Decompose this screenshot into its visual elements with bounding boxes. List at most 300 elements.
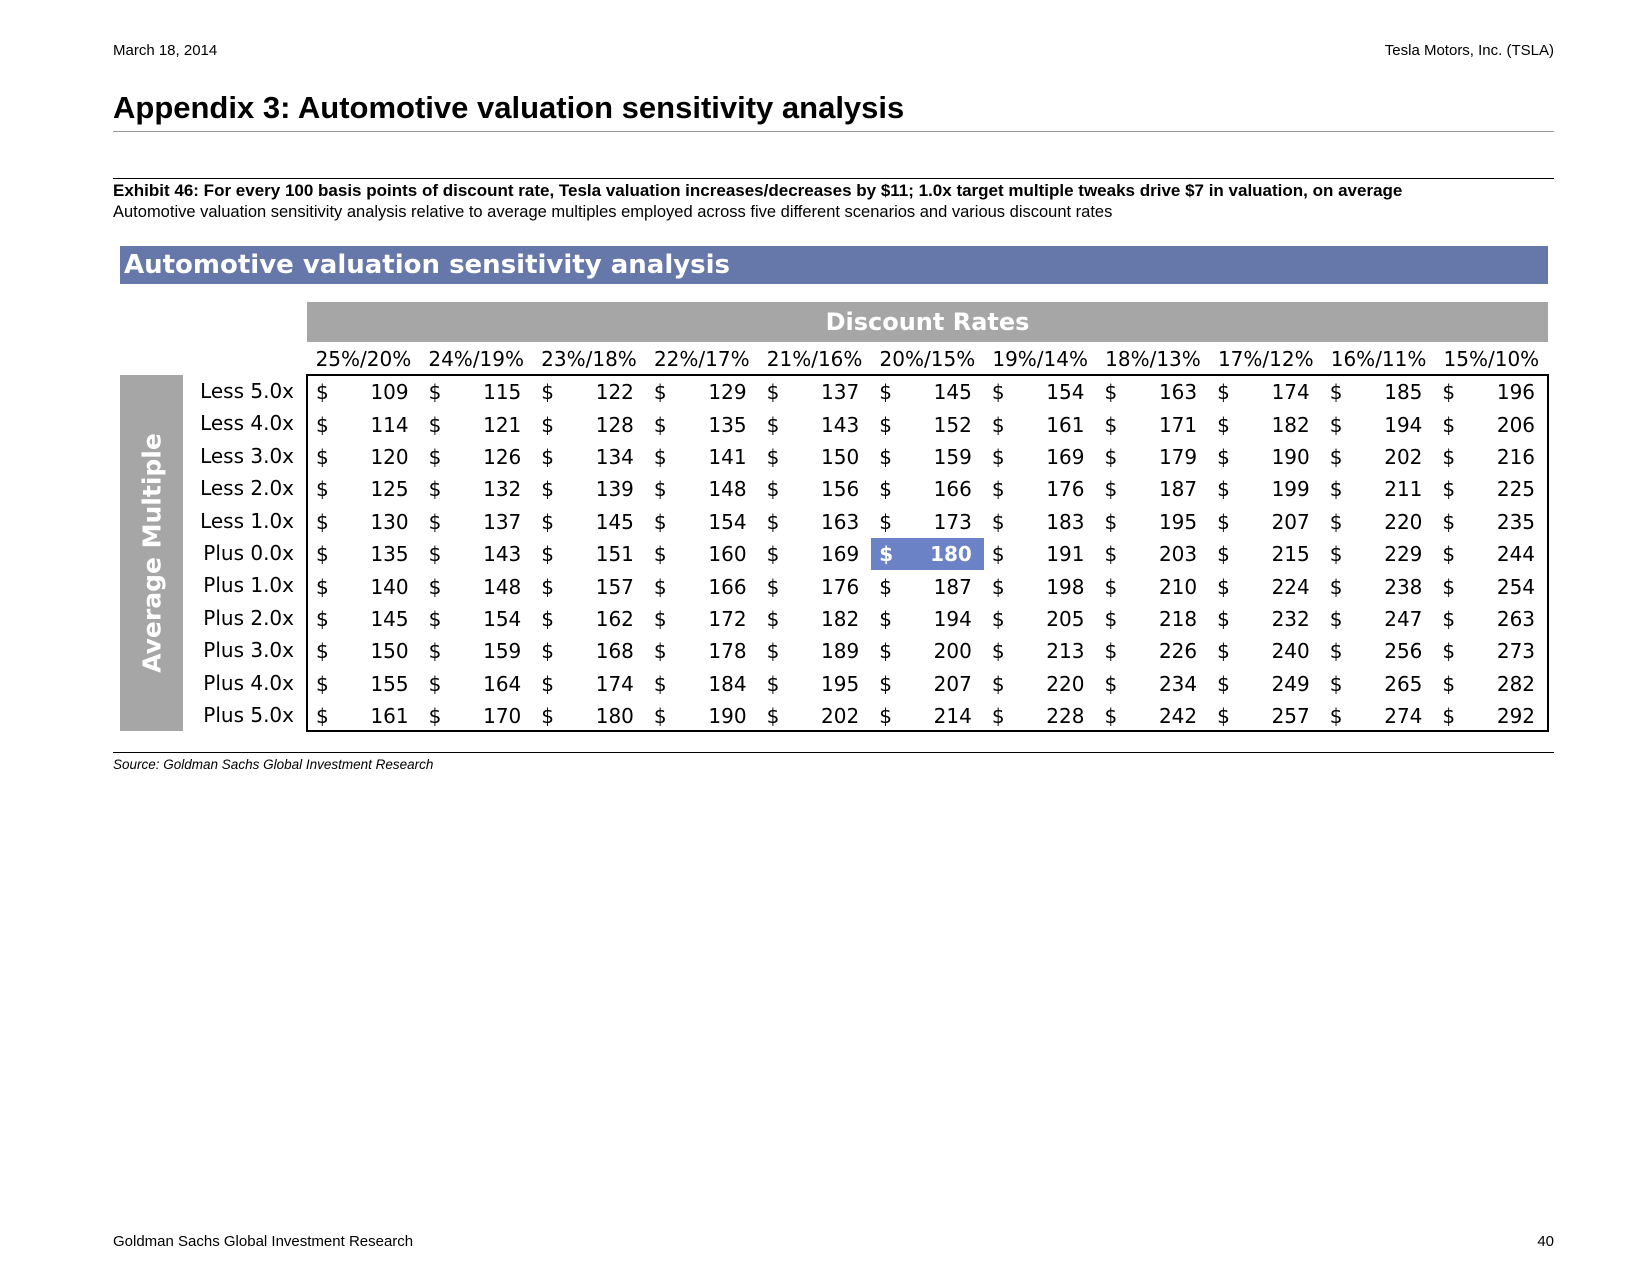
- table-cell: [759, 603, 872, 635]
- table-cell: [646, 635, 759, 667]
- source-note: Source: Goldman Sachs Global Investment Research: [113, 757, 434, 772]
- cell-value: 244: [1496, 542, 1536, 567]
- currency-symbol: $: [653, 671, 667, 696]
- table-cell: [308, 700, 421, 732]
- currency-symbol: $: [1442, 574, 1456, 599]
- table-cell: [646, 538, 759, 570]
- table-cell: [646, 668, 759, 700]
- cell-value: 148: [708, 477, 747, 502]
- table-cell: [533, 700, 646, 732]
- table-cell: [646, 506, 759, 538]
- table-cell: [759, 538, 872, 570]
- table-cell: [646, 473, 759, 505]
- currency-symbol: $: [1104, 606, 1118, 631]
- table-cell: [646, 441, 759, 473]
- table-cell: [1322, 473, 1435, 505]
- table-cell: [871, 506, 984, 538]
- cell-value: 282: [1496, 671, 1536, 696]
- cell-value: 234: [1158, 671, 1198, 696]
- cell-value: 224: [1271, 574, 1310, 599]
- table-cell: [984, 376, 1097, 408]
- cell-value: 162: [595, 606, 634, 631]
- cell-value: 154: [1046, 380, 1085, 405]
- cell-value: 225: [1496, 477, 1536, 502]
- table-cell: [984, 570, 1097, 602]
- cell-value: 128: [595, 412, 634, 437]
- cell-value: 196: [1496, 380, 1536, 405]
- currency-symbol: $: [653, 380, 667, 405]
- cell-value: 166: [708, 574, 747, 599]
- cell-value: 120: [370, 444, 409, 469]
- exhibit-title: Exhibit 46: For every 100 basis points of discount rate, Tesla valuation increases/decreases by $11; 1.0x target multiple tweaks drive $7 in valuation, on average: [113, 181, 1403, 200]
- currency-symbol: $: [1442, 639, 1456, 664]
- table-cell: [1209, 506, 1322, 538]
- currency-symbol: $: [1329, 704, 1343, 729]
- currency-symbol: $: [766, 444, 780, 469]
- column-header: 20%/15%: [879, 347, 976, 371]
- cell-value: 226: [1158, 639, 1198, 664]
- cell-value: 213: [1046, 639, 1085, 664]
- table-cell: [1209, 668, 1322, 700]
- table-cell: [871, 408, 984, 440]
- currency-symbol: $: [541, 509, 555, 534]
- table-cell: [308, 635, 421, 667]
- table-cell: [421, 700, 534, 732]
- cell-value: 216: [1496, 444, 1536, 469]
- currency-symbol: $: [879, 639, 892, 664]
- currency-symbol: $: [316, 412, 329, 437]
- currency-symbol: $: [879, 509, 892, 534]
- cell-value: 214: [933, 704, 972, 729]
- cell-value: 170: [483, 704, 522, 729]
- cell-value: 205: [1046, 606, 1085, 631]
- cell-value: 206: [1496, 412, 1536, 437]
- currency-symbol: $: [1442, 606, 1456, 631]
- sensitivity-grid: [306, 374, 1549, 732]
- footer-publisher: Goldman Sachs Global Investment Research: [113, 1233, 414, 1250]
- cell-value: 178: [708, 639, 747, 664]
- cell-value: 137: [483, 509, 522, 534]
- table-cell: [871, 376, 984, 408]
- discount-rates-header: Discount Rates: [307, 302, 1548, 342]
- table-cell: [1209, 441, 1322, 473]
- currency-symbol: $: [541, 671, 555, 696]
- column-header: 19%/14%: [992, 347, 1088, 371]
- cell-value: 150: [370, 639, 409, 664]
- table-cell: [1209, 408, 1322, 440]
- currency-symbol: $: [879, 477, 892, 502]
- cell-value: 235: [1496, 509, 1536, 534]
- table-row: [308, 506, 1547, 538]
- table-cell: [1209, 570, 1322, 602]
- cell-value: 184: [708, 671, 747, 696]
- table-cell: [646, 700, 759, 732]
- cell-value: 203: [1158, 542, 1198, 567]
- table-row: [308, 376, 1547, 408]
- cell-value: 176: [1046, 477, 1085, 502]
- currency-symbol: $: [541, 574, 555, 599]
- currency-symbol: $: [1217, 412, 1230, 437]
- cell-value: 174: [595, 671, 634, 696]
- row-label: Plus 4.0x: [203, 670, 294, 695]
- cell-value: 229: [1384, 542, 1423, 567]
- cell-value: 242: [1158, 704, 1198, 729]
- currency-symbol: $: [653, 477, 667, 502]
- highlighted-cell: [871, 538, 984, 570]
- currency-symbol: $: [1104, 639, 1118, 664]
- page-number: 40: [1537, 1233, 1554, 1250]
- row-label: Less 2.0x: [200, 476, 294, 501]
- table-cell: [871, 570, 984, 602]
- grid-rows: [308, 376, 1547, 732]
- cell-value: 194: [933, 606, 972, 631]
- table-cell: [1209, 700, 1322, 732]
- table-cell: [1322, 441, 1435, 473]
- currency-symbol: $: [766, 412, 780, 437]
- table-cell: [308, 668, 421, 700]
- table-cell: [1096, 668, 1209, 700]
- currency-symbol: $: [1217, 574, 1230, 599]
- table-cell: [1322, 700, 1435, 732]
- currency-symbol: $: [1104, 477, 1118, 502]
- currency-symbol: $: [766, 606, 780, 631]
- currency-symbol: $: [879, 606, 892, 631]
- table-cell: [1322, 603, 1435, 635]
- column-header: 24%/19%: [428, 347, 525, 371]
- currency-symbol: $: [541, 477, 555, 502]
- currency-symbol: $: [766, 380, 780, 405]
- currency-symbol: $: [1329, 639, 1343, 664]
- currency-symbol: $: [541, 412, 555, 437]
- table-cell: [1434, 473, 1547, 505]
- currency-symbol: $: [1329, 412, 1343, 437]
- table-cell: [1096, 538, 1209, 570]
- table-cell: [421, 506, 534, 538]
- row-label: Less 3.0x: [200, 443, 294, 468]
- currency-symbol: $: [428, 380, 442, 405]
- cell-value: 122: [595, 380, 634, 405]
- cell-value: 202: [821, 704, 860, 729]
- table-cell: [421, 441, 534, 473]
- currency-symbol: $: [1442, 542, 1456, 567]
- cell-value: 137: [821, 380, 860, 405]
- cell-value: 163: [1158, 380, 1198, 405]
- currency-symbol: $: [879, 380, 892, 405]
- exhibit-subtitle: Automotive valuation sensitivity analysis relative to average multiples employed across five different scenarios and various discount rates: [113, 203, 1113, 221]
- cell-value: 189: [821, 639, 860, 664]
- table-cell: [759, 408, 872, 440]
- currency-symbol: $: [1217, 639, 1230, 664]
- cell-value: 187: [933, 574, 972, 599]
- table-cell: [308, 408, 421, 440]
- table-cell: [1434, 668, 1547, 700]
- cell-value: 179: [1158, 444, 1198, 469]
- table-cell: [1434, 570, 1547, 602]
- currency-symbol: $: [428, 639, 442, 664]
- table-cell: [1322, 635, 1435, 667]
- table-cell: [984, 603, 1097, 635]
- table-cell: [646, 570, 759, 602]
- cell-value: 292: [1496, 704, 1536, 729]
- table-cell: [308, 376, 421, 408]
- table-cell: [759, 376, 872, 408]
- cell-value: 215: [1271, 542, 1310, 567]
- table-cell: [533, 668, 646, 700]
- currency-symbol: $: [541, 380, 555, 405]
- page-title: Appendix 3: Automotive valuation sensitivity analysis: [113, 90, 905, 125]
- table-cell: [871, 441, 984, 473]
- currency-symbol: $: [1104, 444, 1118, 469]
- table-cell: [1434, 408, 1547, 440]
- cell-value: 254: [1496, 574, 1536, 599]
- table-cell: [984, 538, 1097, 570]
- currency-symbol: $: [1329, 477, 1343, 502]
- cell-value: 135: [708, 412, 747, 437]
- row-label: Plus 5.0x: [203, 702, 294, 727]
- cell-value: 207: [1271, 509, 1310, 534]
- table-cell: [871, 473, 984, 505]
- currency-symbol: $: [316, 671, 329, 696]
- currency-symbol: $: [1442, 444, 1456, 469]
- cell-value: 182: [821, 606, 860, 631]
- table-cell: [533, 538, 646, 570]
- table-cell: [421, 376, 534, 408]
- table-cell: [1322, 538, 1435, 570]
- currency-symbol: $: [879, 412, 892, 437]
- currency-symbol: $: [653, 444, 667, 469]
- column-header: 17%/12%: [1217, 347, 1314, 371]
- table-row: [308, 473, 1547, 505]
- column-header: 16%/11%: [1330, 347, 1427, 371]
- row-label: Plus 1.0x: [203, 573, 294, 598]
- cell-value: 273: [1496, 639, 1536, 664]
- currency-symbol: $: [1329, 509, 1343, 534]
- table-cell: [308, 570, 421, 602]
- cell-value: 195: [1158, 509, 1198, 534]
- currency-symbol: $: [1217, 380, 1230, 405]
- column-header: 23%/18%: [541, 347, 637, 371]
- exhibit-divider: [113, 178, 1554, 179]
- cell-value: 187: [1158, 477, 1198, 502]
- currency-symbol: $: [428, 704, 442, 729]
- currency-symbol: $: [991, 477, 1005, 502]
- cell-value: 200: [933, 639, 972, 664]
- currency-symbol: $: [1329, 380, 1343, 405]
- currency-symbol: $: [766, 671, 780, 696]
- cell-value: 265: [1384, 671, 1423, 696]
- cell-value: 166: [933, 477, 972, 502]
- currency-symbol: $: [991, 639, 1005, 664]
- row-label: Less 1.0x: [200, 508, 294, 533]
- table-row: [308, 603, 1547, 635]
- cell-value: 257: [1271, 704, 1310, 729]
- cell-value: 148: [483, 574, 522, 599]
- table-cell: [1096, 635, 1209, 667]
- table-cell: [984, 506, 1097, 538]
- table-cell: [759, 441, 872, 473]
- currency-symbol: $: [1442, 412, 1456, 437]
- cell-value: 159: [483, 639, 522, 664]
- table-row: [308, 408, 1547, 440]
- currency-symbol: $: [1442, 704, 1456, 729]
- cell-value: 207: [933, 671, 972, 696]
- currency-symbol: $: [653, 509, 667, 534]
- report-date: March 18, 2014: [113, 42, 218, 59]
- cell-value: 126: [483, 444, 522, 469]
- cell-value: 161: [370, 704, 409, 729]
- cell-value: 199: [1271, 477, 1310, 502]
- currency-symbol: $: [428, 477, 442, 502]
- table-cell: [871, 668, 984, 700]
- title-divider: [113, 131, 1554, 132]
- table-cell: [1209, 538, 1322, 570]
- currency-symbol: $: [316, 704, 329, 729]
- currency-symbol: $: [991, 542, 1005, 567]
- table-cell: [1096, 473, 1209, 505]
- table-cell: [533, 441, 646, 473]
- currency-symbol: $: [1329, 574, 1343, 599]
- cell-value: 202: [1384, 444, 1423, 469]
- average-multiple-band: [120, 375, 183, 731]
- currency-symbol: $: [1104, 574, 1118, 599]
- cell-value: 160: [708, 542, 747, 567]
- currency-symbol: $: [653, 542, 667, 567]
- table-row: [308, 441, 1547, 473]
- row-label: Less 4.0x: [200, 411, 294, 436]
- table-cell: [759, 506, 872, 538]
- cell-value: 143: [483, 542, 522, 567]
- cell-value: 134: [595, 444, 634, 469]
- cell-value: 171: [1158, 412, 1198, 437]
- table-cell: [421, 668, 534, 700]
- cell-value: 198: [1046, 574, 1085, 599]
- table-cell: [759, 700, 872, 732]
- currency-symbol: $: [766, 542, 780, 567]
- table-cell: [421, 408, 534, 440]
- currency-symbol: $: [1442, 477, 1456, 502]
- currency-symbol: $: [1217, 704, 1230, 729]
- table-cell: [1322, 506, 1435, 538]
- table-cell: [1434, 635, 1547, 667]
- cell-value: 195: [821, 671, 860, 696]
- currency-symbol: $: [428, 509, 442, 534]
- cell-value: 220: [1046, 671, 1085, 696]
- cell-value: 240: [1271, 639, 1310, 664]
- currency-symbol: $: [1442, 671, 1456, 696]
- source-divider: [113, 752, 1554, 753]
- table-cell: [646, 376, 759, 408]
- currency-symbol: $: [428, 574, 442, 599]
- currency-symbol: $: [991, 380, 1005, 405]
- currency-symbol: $: [1329, 444, 1343, 469]
- cell-value: 238: [1384, 574, 1423, 599]
- cell-value: 114: [370, 412, 409, 437]
- cell-value: 156: [821, 477, 860, 502]
- table-banner: Automotive valuation sensitivity analysis: [120, 246, 1548, 284]
- currency-symbol: $: [1217, 671, 1230, 696]
- currency-symbol: $: [541, 704, 555, 729]
- row-label: Plus 3.0x: [203, 638, 294, 663]
- cell-value: 169: [1046, 444, 1085, 469]
- column-header: 18%/13%: [1105, 347, 1201, 371]
- cell-value: 190: [1271, 444, 1310, 469]
- cell-value: 141: [708, 444, 747, 469]
- cell-value: 125: [370, 477, 409, 502]
- table-cell: [1434, 376, 1547, 408]
- cell-value: 151: [595, 542, 634, 567]
- currency-symbol: $: [428, 542, 442, 567]
- currency-symbol: $: [879, 542, 894, 567]
- cell-value: 172: [708, 606, 747, 631]
- table-cell: [759, 635, 872, 667]
- table-cell: [1096, 441, 1209, 473]
- cell-value: 194: [1384, 412, 1423, 437]
- table-row: [308, 700, 1547, 732]
- currency-symbol: $: [316, 509, 329, 534]
- currency-symbol: $: [766, 509, 780, 534]
- cell-value: 173: [933, 509, 972, 534]
- currency-symbol: $: [316, 380, 329, 405]
- cell-value: 190: [708, 704, 747, 729]
- table-cell: [1322, 570, 1435, 602]
- cell-value: 180: [930, 542, 972, 567]
- cell-value: 121: [483, 412, 522, 437]
- table-cell: [308, 603, 421, 635]
- table-cell: [421, 538, 534, 570]
- currency-symbol: $: [316, 542, 329, 567]
- cell-value: 145: [595, 509, 634, 534]
- currency-symbol: $: [766, 477, 780, 502]
- cell-value: 109: [370, 380, 409, 405]
- table-cell: [1322, 668, 1435, 700]
- currency-symbol: $: [1217, 509, 1230, 534]
- cell-value: 129: [708, 380, 747, 405]
- table-cell: [1434, 441, 1547, 473]
- currency-symbol: $: [991, 671, 1005, 696]
- currency-symbol: $: [1442, 380, 1456, 405]
- table-cell: [1209, 603, 1322, 635]
- table-cell: [871, 635, 984, 667]
- currency-symbol: $: [316, 639, 329, 664]
- currency-symbol: $: [1329, 606, 1343, 631]
- cell-value: 164: [483, 671, 522, 696]
- table-cell: [1096, 376, 1209, 408]
- currency-symbol: $: [1104, 704, 1118, 729]
- table-cell: [1322, 408, 1435, 440]
- table-cell: [1434, 506, 1547, 538]
- column-header: 21%/16%: [766, 347, 863, 371]
- currency-symbol: $: [1217, 444, 1230, 469]
- cell-value: 161: [1046, 412, 1085, 437]
- cell-value: 135: [370, 542, 409, 567]
- currency-symbol: $: [991, 444, 1005, 469]
- currency-symbol: $: [316, 477, 329, 502]
- table-cell: [533, 570, 646, 602]
- cell-value: 157: [595, 574, 634, 599]
- column-header: 15%/10%: [1443, 347, 1540, 371]
- currency-symbol: $: [879, 671, 892, 696]
- company-name: Tesla Motors, Inc. (TSLA): [1384, 42, 1554, 59]
- table-cell: [421, 570, 534, 602]
- cell-value: 247: [1384, 606, 1423, 631]
- currency-symbol: $: [991, 606, 1005, 631]
- currency-symbol: $: [879, 444, 892, 469]
- table-cell: [1434, 538, 1547, 570]
- table-cell: [984, 473, 1097, 505]
- currency-symbol: $: [541, 606, 555, 631]
- currency-symbol: $: [879, 704, 892, 729]
- table-cell: [1096, 700, 1209, 732]
